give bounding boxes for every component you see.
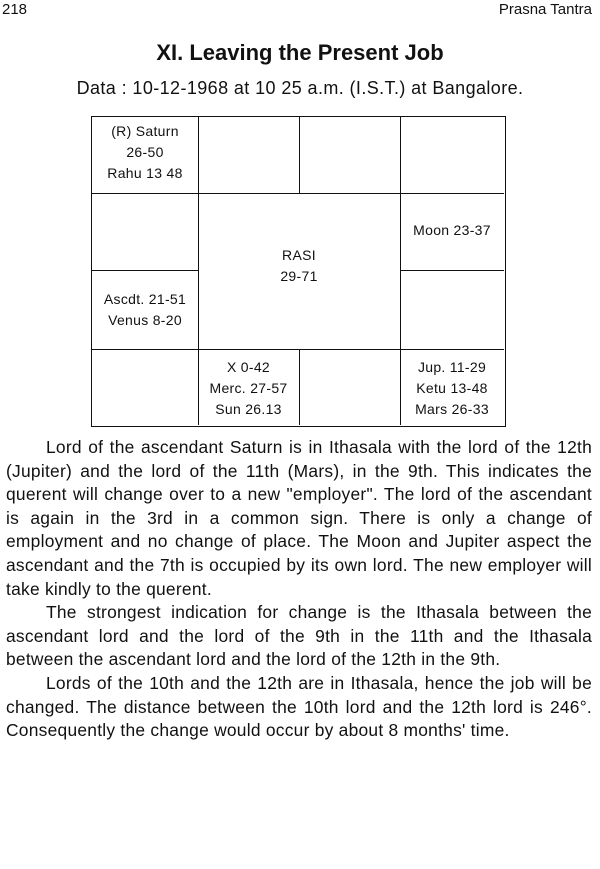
data-line: Data : 10-12-1968 at 10 25 a.m. (I.S.T.) at Bangalore.	[76, 78, 524, 98]
chart-grid-line	[299, 117, 300, 193]
chart-entry: Ketu 13-48	[416, 380, 488, 396]
running-title: Prasna Tantra	[498, 1, 592, 18]
paragraph: Lords of the 10th and the 12th are in Ithasala, hence the job will be changed. The distance between the 10th lord and the 12th lord is 246°. Consequently the change would occur by about 8 months' time.	[6, 672, 592, 741]
chart-entry: Moon 23-37	[413, 222, 491, 238]
chart-entry: Venus 8-20	[108, 312, 182, 328]
chart-cell-top-left	[92, 121, 198, 184]
chart-center-label: RASI	[282, 247, 316, 263]
chart-grid-line	[92, 270, 198, 271]
paragraph: The strongest indication for change is the Ithasala between the ascendant lord and the lord of the 9th in the 11th and the Ithasala between the ascendant lord and the lord of the 12th in the 9th.	[6, 602, 592, 670]
chart-entry: Ascdt. 21-51	[103, 291, 187, 307]
rasi-chart	[91, 116, 506, 427]
chart-grid-line	[400, 270, 504, 271]
chart-center	[198, 245, 400, 287]
chart-grid-line	[92, 193, 504, 194]
chart-entry: Rahu 13 48	[107, 165, 183, 181]
chart-center-value: 29-71	[280, 268, 318, 284]
chart-grid-line	[92, 349, 504, 350]
body-text	[6, 436, 592, 743]
chart-cell-left-lower	[92, 289, 198, 331]
chart-grid-line	[299, 349, 300, 425]
paragraph: Lord of the ascendant Saturn is in Ithasala with the lord of the 12th (Jupiter) and the lord of the 11th (Mars), in the 9th. This indicates the querent will change over to a new "employer". The lord of the ascendant is again in the 3rd in a common sign. There is only a change of employment and no change of place. The Moon and Jupiter aspect the ascendant and the 7th is occupied by its own lord. The new employer will take kindly to the querent.	[6, 437, 592, 599]
chart-cell-bottom-right	[400, 357, 504, 420]
chart-entry: Sun 26.13	[215, 401, 282, 417]
chart-entry: X 0-42	[226, 359, 271, 375]
page-header	[0, 0, 600, 20]
chart-entry: Jup. 11-29	[417, 359, 487, 375]
page-number: 218	[2, 1, 28, 18]
chart-entry: Mars 26-33	[415, 401, 489, 417]
chart-entry: Merc. 27-57	[209, 380, 288, 396]
chart-entry: (R) Saturn	[111, 123, 179, 139]
chart-entry: 26-50	[126, 144, 164, 160]
chart-cell-bottom-second	[198, 357, 299, 420]
section-title: XI. Leaving the Present Job	[156, 40, 444, 65]
chart-cell-right-upper	[400, 220, 504, 241]
